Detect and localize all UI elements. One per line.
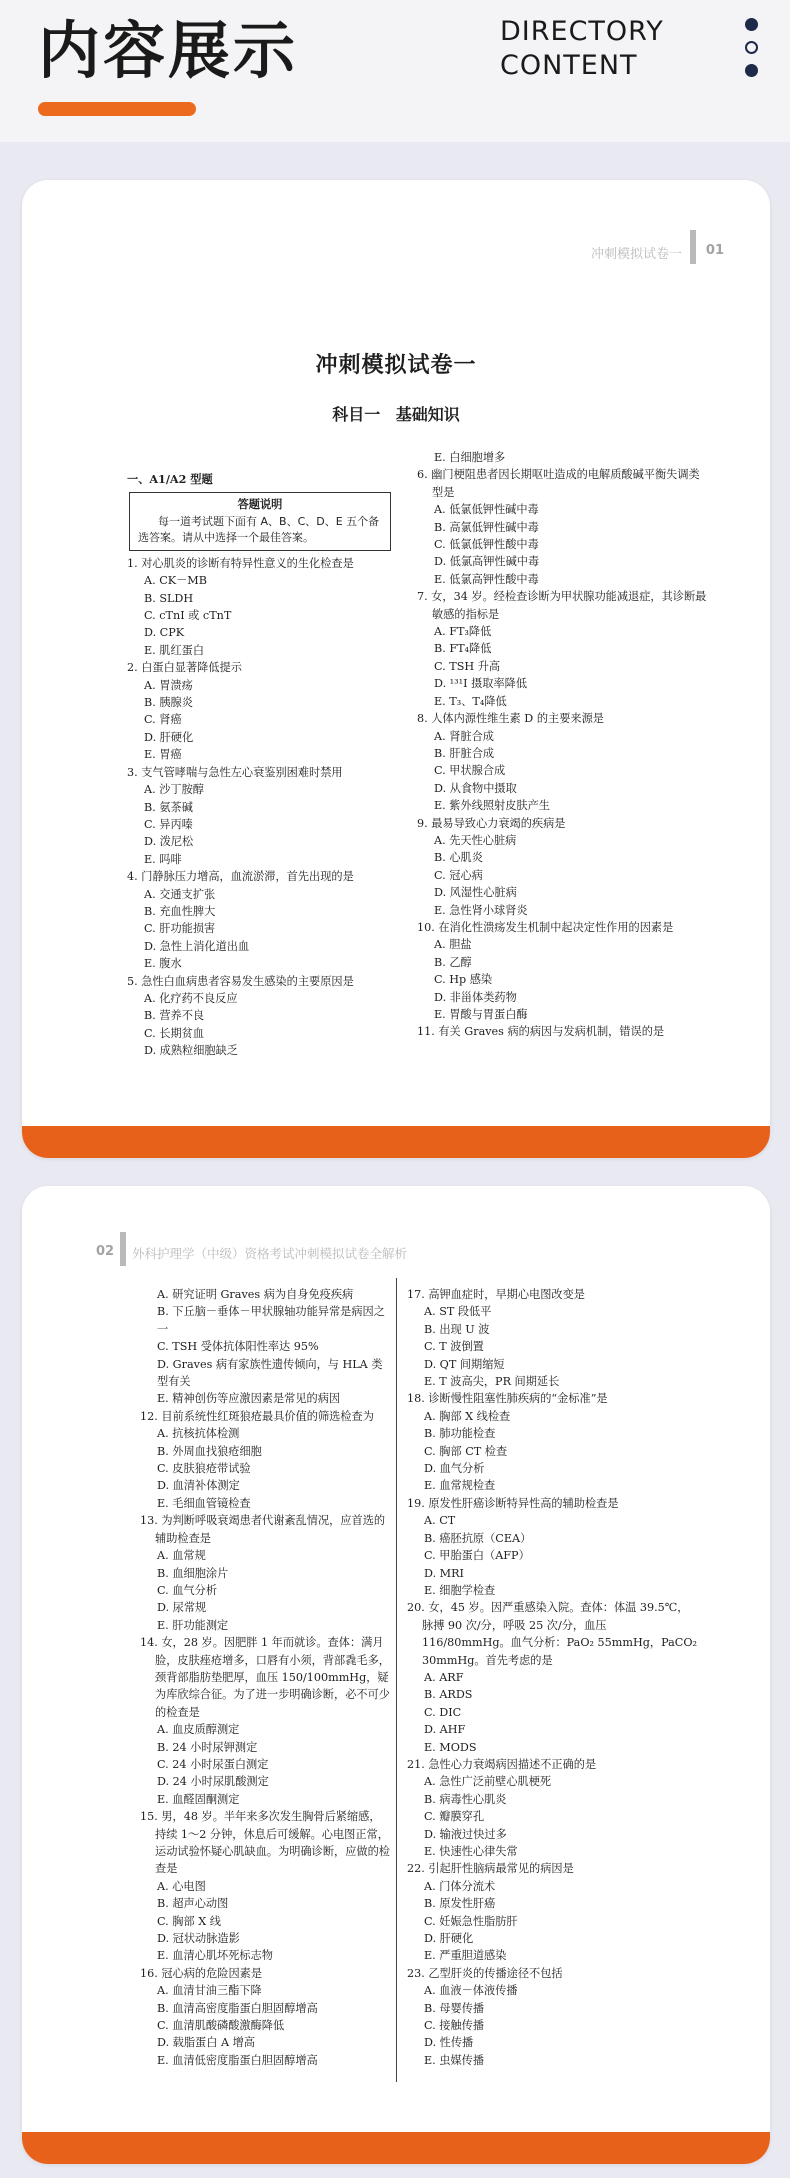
answer-option: A. ST 段低平 [424,1305,492,1319]
answer-option: B. 超声心动图 [157,1897,229,1911]
answer-option: B. 肝脏合成 [434,746,495,760]
answer-option: E. 低氯高钾性酸中毒 [434,572,539,586]
answer-option: C. 甲状腺合成 [434,764,506,778]
question-stem: 4. 门静脉压力增高，血流淤滞，首先出现的是 [127,870,354,884]
column-divider [396,1278,397,2082]
answer-option: D. 从食物中摄取 [434,781,517,795]
answer-option: C. 冠心病 [434,868,483,882]
answer-option: D. 24 小时尿肌酸测定 [157,1775,269,1789]
answer-option: C. 长期贫血 [144,1026,205,1040]
indicator-dot-3 [745,64,758,77]
answer-option: E. T₃、T₄降低 [434,694,507,708]
answer-option: E. 血常规检查 [424,1479,496,1493]
answer-option: B. 血清高密度脂蛋白胆固醇增高 [157,2001,318,2015]
answer-option: B. 营养不良 [144,1009,205,1023]
header-bar [690,230,696,264]
answer-option: E. T 波高尖，PR 间期延长 [424,1375,560,1389]
content-label: CONTENT [500,50,638,81]
answer-option: B. 乙醇 [434,955,472,969]
answer-option: C. 24 小时尿蛋白测定 [157,1757,269,1771]
answer-option: C. 血清肌酸磷酸激酶降低 [157,2019,285,2033]
answer-option: B. 癌胚抗原（CEA） [424,1531,532,1545]
answer-option: B. 外周血找狼疮细胞 [157,1444,262,1458]
question-stem: 12. 目前系统性红斑狼疮最具价值的筛选检查为 [140,1409,374,1423]
answer-option: A. 沙丁胺醇 [144,783,204,797]
answer-option: D. CPK [144,626,185,640]
answer-option: D. 肝硬化 [424,1932,474,1946]
question-stem: 23. 乙型肝炎的传播途径不包括 [407,1966,563,1980]
section-heading: 一、A1/A2 型题 [127,472,213,486]
instructions-title: 答题说明 [237,497,283,512]
orange-footer-bar [22,1126,770,1158]
answer-option: D. 急性上消化道出血 [144,939,250,953]
answer-option: C. TSH 升高 [434,659,501,673]
answer-option: B. 血细胞涂片 [157,1566,229,1580]
answer-option: C. DIC [424,1705,462,1719]
question-stem: 22. 引起肝性脑病最常见的病因是 [407,1862,574,1876]
answer-option: E. 虫媒传播 [424,2053,485,2067]
answer-option: D. Graves 病有家族性遗传倾向，与 HLA 类型有关 [157,1357,383,1389]
answer-option: D. 血气分析 [424,1462,485,1476]
answer-option: C. 胸部 CT 检查 [424,1444,508,1458]
answer-option: E. 血醛固酮测定 [157,1792,240,1806]
answer-option: B. 母婴传播 [424,2001,485,2015]
answer-option: C. 胸部 X 线 [157,1914,221,1928]
answer-option: C. 甲胎蛋白（AFP） [424,1549,530,1563]
question-stem: 2. 白蛋白显著降低提示 [127,661,242,675]
answer-option: C. 异丙嗪 [144,817,193,831]
question-stem: 15. 男，48 岁。半年来多次发生胸骨后紧缩感，持续 1～2 分钟，休息后可缓解。心电图正常，运动试验怀疑心肌缺血。为明确诊断，应做的检查是 [140,1810,390,1876]
answer-option: D. 血清补体测定 [157,1479,240,1493]
answer-option: D. 性传播 [424,2036,474,2050]
page-number: 01 [705,243,724,258]
answer-option: D. AHF [424,1723,466,1737]
answer-option: C. TSH 受体抗体阳性率达 95% [157,1340,319,1354]
answer-option: E. 紫外线照射皮肤产生 [434,799,550,813]
answer-option: E. 血清心肌坏死标志物 [157,1949,273,1963]
answer-option: B. 氨茶碱 [144,800,193,814]
answer-option: A. 研究证明 Graves 病为自身免疫疾病 [157,1288,354,1301]
question-stem: 6. 幽门梗阻患者因长期呕吐造成的电解质酸碱平衡失调类型是 [417,468,700,499]
question-stem: 21. 急性心力衰竭病因描述不正确的是 [407,1757,597,1771]
answer-option: E. 快速性心律失常 [424,1845,518,1858]
exam-page-2 [22,1186,770,2164]
answer-option: D. 肝硬化 [144,730,194,744]
answer-option: D. QT 间期缩短 [424,1357,505,1371]
answer-option: C. 肾癌 [144,713,182,727]
page-indicator [745,18,759,87]
answer-option: A. 门体分流术 [424,1879,496,1893]
answer-option: C. Hp 感染 [434,973,493,987]
top-banner [0,0,790,142]
answer-option: B. 原发性肝癌 [424,1897,496,1911]
question-stem: 1. 对心肌炎的诊断有特异性意义的生化检查是 [127,556,354,570]
answer-option: E. 精神创伤等应激因素是常见的病因 [157,1392,341,1406]
answer-option: C. 肝功能损害 [144,922,216,936]
answer-option: D. 冠状动脉造影 [157,1932,240,1946]
answer-option: A. 血常规 [157,1549,206,1563]
answer-option: C. 妊娠急性脂肪肝 [424,1914,518,1928]
question-stem: 19. 原发性肝癌诊断特异性高的辅助检查是 [407,1496,619,1510]
answer-option: A. 血皮质醇测定 [157,1723,240,1737]
answer-option: D. 风湿性心脏病 [434,886,517,900]
answer-option: A. CT [424,1514,456,1528]
running-header: 冲刺模拟试卷一 [590,247,682,262]
paper-title: 冲刺模拟试卷一 [315,352,477,378]
answer-option: D. 成熟粒细胞缺乏 [144,1044,238,1058]
question-stem: 14. 女，28 岁。因肥胖 1 年而就诊。查体：满月脸，皮肤痤疮增多，口唇有小须，背部毳毛多，颈背部脂肪垫肥厚，血压 150/100mmHg，疑为库欣综合征。为了进一步明确诊断，必不可少的检查是 [140,1636,390,1719]
answer-option: B. FT₄降低 [434,642,492,656]
right-column [407,1286,697,2069]
exam-page-1 [22,180,770,1158]
question-stem: 8. 人体内源性维生素 D 的主要来源是 [417,712,604,726]
page-number: 02 [96,1244,115,1259]
answer-option: A. 低氯低钾性碱中毒 [434,503,539,517]
answer-option: C. cTnI 或 cTnT [144,609,232,623]
answer-option: B. 病毒性心肌炎 [424,1792,507,1806]
banner-title: 内容展示 [38,14,299,87]
answer-option: B. SLDH [144,591,194,605]
answer-option: A. 胆盐 [434,938,472,952]
answer-option: E. 肌红蛋白 [144,643,205,657]
answer-option: C. 接触传播 [424,2019,485,2033]
right-column [417,449,707,1041]
answer-option: A. CK－MB [144,574,207,588]
answer-option: E. 胃酸与胃蛋白酶 [434,1008,528,1021]
answer-option: B. 24 小时尿钾测定 [157,1740,258,1754]
header-bar [120,1232,126,1266]
answer-option: B. 高氯低钾性碱中毒 [434,520,539,534]
running-header: 外科护理学（中级）资格考试冲刺模拟试卷全解析 [132,1246,408,1261]
answer-option: E. 急性肾小球肾炎 [434,903,528,917]
answer-option: A. 交通支扩张 [144,887,216,901]
question-stem: 13. 为判断呼吸衰竭患者代谢紊乱情况，应首选的辅助检查是 [140,1514,386,1545]
answer-option: D. 输液过快过多 [424,1827,507,1841]
answer-option: A. 胸部 X 线检查 [424,1409,511,1423]
answer-option: E. 胃癌 [144,748,182,762]
question-stem: 11. 有关 Graves 病的病因与发病机制，错误的是 [417,1025,665,1039]
answer-option: E. 白细胞增多 [434,451,506,464]
answer-option: A. 胃溃疡 [144,678,193,692]
question-stem: 3. 支气管哮喘与急性左心衰鉴别困难时禁用 [127,765,343,779]
answer-option: A. 血清甘油三酯下降 [157,1984,262,1998]
answer-option: D. 载脂蛋白 A 增高 [157,2036,255,2050]
question-stem: 9. 最易导致心力衰竭的疾病是 [417,816,566,830]
answer-option: E. 细胞学检查 [424,1583,496,1597]
answer-option: A. FT₃降低 [434,625,492,639]
question-stem: 10. 在消化性溃疡发生机制中起决定性作用的因素是 [417,920,674,934]
question-stem: 5. 急性白血病患者容易发生感染的主要原因是 [127,974,354,988]
answer-option: D. 低氯高钾性碱中毒 [434,555,540,569]
answer-option: D. ¹³¹I 摄取率降低 [434,677,528,691]
answer-option: B. 出现 U 波 [424,1322,490,1336]
answer-option: C. T 波倒置 [424,1340,484,1354]
answer-option: C. 血气分析 [157,1583,218,1597]
answer-option: B. 下丘脑－垂体－甲状腺轴功能异常是病因之一 [157,1305,385,1336]
answer-option: E. 严重胆道感染 [424,1949,507,1963]
answer-option: B. 胰腺炎 [144,696,193,710]
answer-option: E. MODS [424,1740,477,1754]
indicator-dot-2 [745,41,758,54]
answer-option: D. MRI [424,1566,464,1580]
answer-option: E. 腹水 [144,957,182,971]
answer-option: A. 抗核抗体检测 [157,1427,240,1441]
left-column [127,471,415,1060]
answer-option: A. ARF [424,1670,464,1684]
directory-label: DIRECTORY [500,16,664,47]
question-stem: 7. 女，34 岁。经检查诊断为甲状腺功能减退症，其诊断最敏感的指标是 [417,590,707,621]
banner-accent-bar [38,102,196,116]
answer-option: A. 急性广泛前壁心肌梗死 [424,1775,552,1789]
answer-option: C. 低氯低钾性酸中毒 [434,538,539,552]
question-stem: 17. 高钾血症时，早期心电图改变是 [407,1288,585,1301]
orange-footer-bar [22,2132,770,2164]
answer-option: A. 心电图 [157,1879,206,1893]
answer-option: A. 化疗药不良反应 [144,991,238,1005]
instructions-text: 每一道考试题下面有 A、B、C、D、E 五个备选答案。请从中选择一个最佳答案。 [138,514,380,544]
answer-option: E. 毛细血管镜检查 [157,1496,251,1510]
answer-option: B. 充血性脾大 [144,904,216,918]
answer-option: A. 血液－体液传播 [424,1984,518,1998]
answer-option: A. 先天性心脏病 [434,833,517,847]
question-stem: 18. 诊断慢性阻塞性肺疾病的“金标准”是 [407,1392,608,1406]
answer-option: E. 血清低密度脂蛋白胆固醇增高 [157,2053,318,2067]
answer-option: E. 肝功能测定 [157,1618,229,1632]
left-column [140,1286,390,2069]
answer-option: C. 瓣膜穿孔 [424,1810,485,1824]
answer-option: D. 非甾体类药物 [434,990,517,1004]
answer-option: B. 心肌炎 [434,851,483,865]
indicator-dot-1 [745,18,758,31]
question-stem: 16. 冠心病的危险因素是 [140,1966,263,1980]
answer-option: B. ARDS [424,1688,473,1702]
answer-option: C. 皮肤狼疮带试验 [157,1462,251,1476]
answer-option: D. 尿常规 [157,1601,207,1615]
question-stem: 20. 女，45 岁。因严重感染入院。查体：体温 39.5℃，脉搏 90 次/分，呼吸 25 次/分，血压 116/80mmHg。血气分析：PaO₂ 55mmHg，PaCO₂ 30mmHg。首先考虑的是 [407,1601,697,1667]
answer-option: D. 泼尼松 [144,835,194,849]
answer-option: A. 肾脏合成 [434,729,494,743]
answer-option: B. 肺功能检查 [424,1427,496,1441]
answer-option: E. 吗啡 [144,852,182,866]
instructions-box [129,492,391,550]
subject-title: 科目一 基础知识 [332,405,460,424]
